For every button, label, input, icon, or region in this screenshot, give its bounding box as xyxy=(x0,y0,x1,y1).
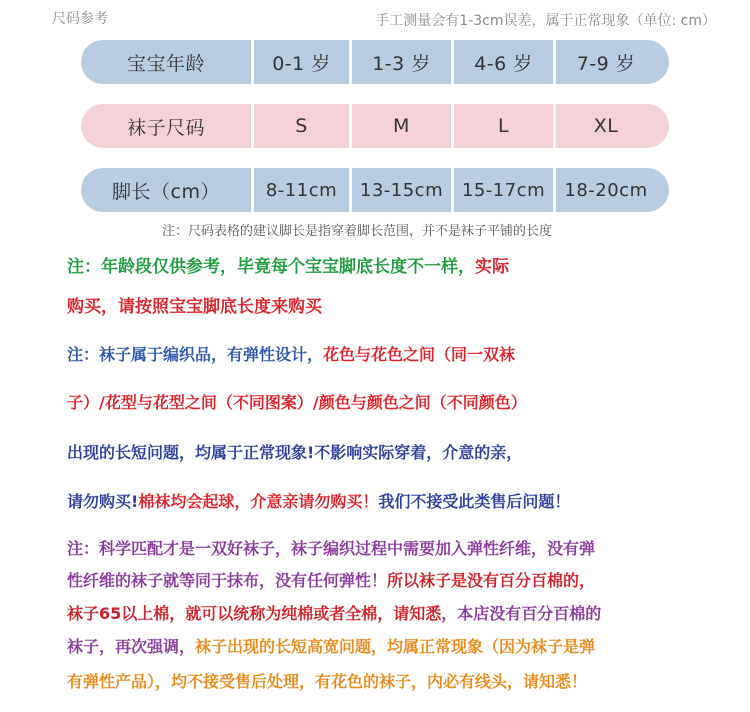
note-text: 我们不接受此类售后问题！ xyxy=(378,492,571,511)
size-cell: S xyxy=(295,115,308,137)
note-text: 请勿购买! xyxy=(67,492,139,511)
note-line xyxy=(67,342,515,365)
foot-cell: 8-11cm xyxy=(265,179,338,201)
note-line xyxy=(67,489,570,512)
note-line: 购买，请按照宝宝脚底长度来购买 xyxy=(67,297,322,317)
note-text: 性纤维的袜子就等同于抹布，没有任何弹性！ xyxy=(67,571,388,590)
header-right-note: 手工测量会有1-3cm误差，属于正常现象（单位: cm） xyxy=(375,13,716,29)
note-line: 注：科学匹配才是一双好袜子，袜子编织过程中需要加入弹性纤维，没有弹 xyxy=(67,539,596,558)
note-text: 花色与花色之间（同一双袜 xyxy=(323,345,516,364)
size-cell: XL xyxy=(593,115,619,137)
note-text: 袜子出现的长短高宽问题，均属正常现象（因为袜子是弹 xyxy=(195,637,596,656)
foot-cell: 15-17cm xyxy=(461,179,546,201)
note-line xyxy=(67,669,587,692)
table-note: 注：尺码表格的建议脚长是指穿着脚长范围，并不是袜子平铺的长度 xyxy=(162,224,553,239)
note-text: 实际 xyxy=(475,257,509,277)
size-cell: M xyxy=(393,115,410,137)
note-text: 袜子65以上棉，就可以统称为纯棉或者全棉，请知悉 xyxy=(67,604,442,623)
foot-cell: 13-15cm xyxy=(359,179,444,201)
size-table-row-size xyxy=(81,104,669,148)
age-cell: 0-1 岁 xyxy=(272,52,331,75)
note-line xyxy=(67,252,509,277)
note-text: 棉袜均会起球，介意亲请勿购买！ xyxy=(138,492,379,511)
foot-cell: 18-20cm xyxy=(564,179,648,201)
row-label-foot: 脚长（cm） xyxy=(112,180,220,203)
age-cell: 7-9 岁 xyxy=(576,52,636,75)
note-text: 袜子，再次强调， xyxy=(67,637,196,656)
header-left-title: 尺码参考 xyxy=(52,11,108,27)
note-line: 子）/花型与花型之间（不同图案）/颜色与颜色之间（不同颜色） xyxy=(67,393,527,412)
row-label-size: 袜子尺码 xyxy=(126,116,205,139)
size-cell: L xyxy=(497,115,510,137)
note-line xyxy=(67,634,595,657)
size-table-row-foot xyxy=(81,168,669,212)
note-text: 注：年龄段仅供参考，毕竟每个宝宝脚底长度不一样， xyxy=(67,257,475,277)
age-cell: 4-6 岁 xyxy=(474,52,533,75)
row-label-age: 宝宝年龄 xyxy=(126,52,205,75)
note-line xyxy=(67,601,601,624)
note-text: ，本店没有百分百棉的 xyxy=(441,604,602,623)
note-text: 所以袜子是没有百分百棉的， xyxy=(387,571,596,590)
note-line xyxy=(67,568,595,591)
note-line: 出现的长短问题，均属于正常现象!不影响实际穿着，介意的亲， xyxy=(67,443,523,462)
age-cell: 1-3 岁 xyxy=(372,52,431,75)
note-text: 注：袜子属于编织品，有弹性设计， xyxy=(67,345,324,364)
size-table-row-age xyxy=(81,40,669,84)
note-text: 有弹性产品），均不接受售后处理，有花色的袜子，内必有线头，请知悉！ xyxy=(67,672,588,691)
